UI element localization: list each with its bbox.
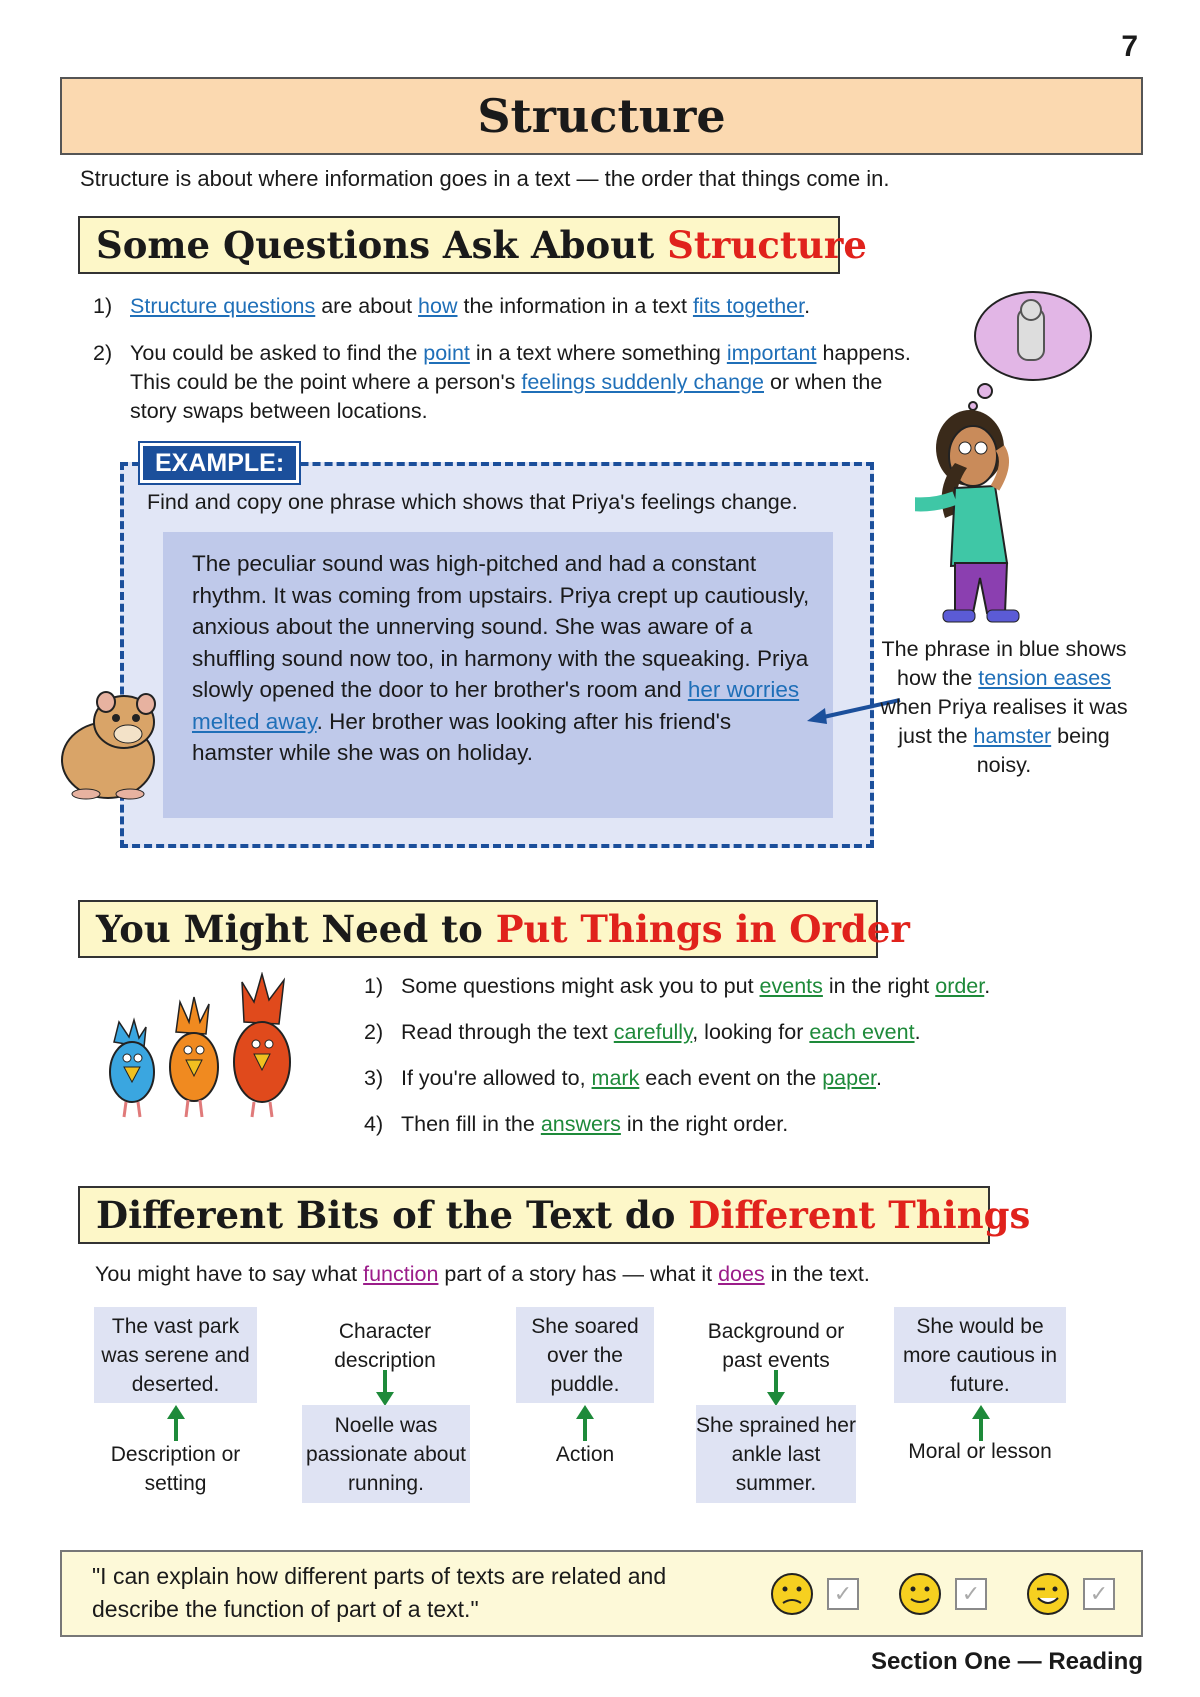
text-run: , looking for [692, 1020, 810, 1044]
heading-highlight: Structure [667, 223, 867, 267]
function-example-box: She sprained her ankle last summer. [696, 1405, 856, 1503]
list-item [364, 1110, 1084, 1139]
up-arrow [574, 1405, 596, 1441]
function-example-box: She soared over the puddle. [516, 1307, 654, 1403]
example-badge: EXAMPLE: [140, 443, 299, 483]
self-check-box-confident[interactable]: ✓ [1083, 1578, 1115, 1610]
section-heading-structure [78, 216, 867, 274]
example-question: Find and copy one phrase which shows that Priya's feelings change. [147, 490, 798, 514]
item-text [401, 972, 1084, 1001]
text-run: are about [315, 294, 419, 318]
keyword: events [759, 974, 823, 998]
passage-text: The peculiar sound was high-pitched and had a constant rhythm. It was coming from upstairs. Priya crept up cautiously, anxious about the unnerving sound. She was aware of a shuffling sound now too, in harmony with the squeaking. Priya slowly opened the door to her brother's room and [192, 551, 810, 702]
keyword: how [418, 294, 458, 318]
function-label: Background or past events [707, 1320, 845, 1372]
keyword: each event [809, 1020, 915, 1044]
keyword: paper [822, 1066, 877, 1090]
text-run: . [876, 1066, 883, 1090]
function-example-box: She would be more cautious in future. [894, 1307, 1066, 1403]
item-number: 3) [364, 1066, 384, 1090]
unsure-face-icon [770, 1572, 814, 1616]
section-heading-order [78, 900, 910, 958]
text-run: the information in a text [457, 294, 693, 318]
function-label: Action [555, 1443, 615, 1466]
item-number: 2) [364, 1020, 384, 1044]
up-arrow [165, 1405, 187, 1441]
keyword: function [363, 1262, 439, 1286]
section-intro [95, 1262, 870, 1287]
passage-text: . Her brother was looking after his friend's hamster while she was on holiday. [192, 708, 732, 765]
function-example-box: The vast park was serene and deserted. [94, 1307, 257, 1403]
heading-highlight: Different Things [688, 1193, 1031, 1237]
text-run: You could be asked to find the [130, 341, 424, 365]
item-number: 1) [364, 974, 384, 998]
wink-face-icon [1026, 1572, 1070, 1616]
item-text [401, 1064, 1084, 1093]
text-run: each event on the [639, 1066, 823, 1090]
text-run: . [804, 294, 811, 318]
keyword: tension eases [978, 666, 1111, 690]
side-note [874, 635, 1134, 780]
function-label: Character description [334, 1320, 436, 1372]
item-text [401, 1018, 1084, 1047]
section-heading-functions [78, 1186, 1031, 1244]
self-check-statement: "I can explain how different parts of texts are related and describe the function of part of a text." [92, 1563, 667, 1622]
list-item [93, 339, 913, 426]
keyword: fits together [692, 294, 805, 318]
item-number: 1) [93, 294, 113, 318]
function-label: Moral or lesson [908, 1440, 1052, 1463]
list-item [364, 972, 1084, 1001]
text-run: in a text where something [469, 341, 727, 365]
text-run: If you're allowed to, [401, 1066, 592, 1090]
item-number: 2) [93, 341, 113, 365]
item-text [401, 1110, 1084, 1139]
note-text: being noisy. [976, 724, 1110, 777]
down-arrow [765, 1370, 787, 1406]
text-run: You might have to say what [95, 1262, 364, 1286]
footer-section-label: Section One — Reading [870, 1648, 1143, 1675]
keyword: carefully [613, 1020, 693, 1044]
intro-text: Structure is about where information goes in a text — the order that things come in. [80, 166, 890, 191]
keyword: Structure questions [130, 294, 316, 318]
function-label: Description or setting [110, 1443, 241, 1495]
down-arrow [374, 1370, 396, 1406]
keyword: important [726, 341, 817, 365]
text-run: . [914, 1020, 921, 1044]
self-check-box-unsure[interactable]: ✓ [827, 1578, 859, 1610]
page-title-banner [60, 77, 1143, 155]
heading-text: Some Questions Ask About [96, 223, 655, 267]
heading-text: Different Bits of the Text do [96, 1193, 676, 1237]
keyword: does [718, 1262, 765, 1286]
smile-face-icon [898, 1572, 942, 1616]
text-run: Then fill in the [401, 1112, 541, 1136]
text-run: in the right order. [620, 1112, 789, 1136]
keyword: point [423, 341, 470, 365]
text-run: Read through the text [401, 1020, 614, 1044]
item-number: 4) [364, 1112, 384, 1136]
example-passage [192, 548, 812, 769]
text-run: or when the story swaps between locations. [130, 370, 883, 423]
list-item [93, 292, 893, 321]
item-text [130, 339, 913, 426]
keyword: order [935, 974, 985, 998]
self-check-box-ok[interactable]: ✓ [955, 1578, 987, 1610]
text-run: . [984, 974, 991, 998]
list-item [364, 1064, 1084, 1093]
keyword: mark [591, 1066, 640, 1090]
keyword: answers [540, 1112, 621, 1136]
text-run: in the text. [764, 1262, 870, 1286]
item-text [130, 292, 893, 321]
page-number: 7 [1121, 30, 1138, 63]
note-text: when Priya realises it was just the [880, 695, 1128, 748]
heading-text: You Might Need to [96, 907, 483, 951]
hamster-illustration [56, 688, 166, 800]
up-arrow [970, 1405, 992, 1441]
page-title: Structure [477, 89, 726, 143]
passage-highlight: her worries melted away [192, 677, 800, 734]
text-run: in the right [822, 974, 936, 998]
text-run: part of a story has — what it [438, 1262, 719, 1286]
keyword: hamster [973, 724, 1052, 748]
heading-highlight: Put Things in Order [495, 907, 910, 951]
keyword: feelings suddenly change [521, 370, 764, 394]
list-item [364, 1018, 1084, 1047]
note-text: The phrase in blue shows how the [881, 637, 1127, 690]
text-run: happens. This could be the point where a person's [130, 341, 911, 394]
function-example-box: Noelle was passionate about running. [302, 1405, 470, 1503]
thinking-girl-illustration [915, 288, 1115, 628]
birds-illustration [94, 972, 334, 1122]
text-run: Some questions might ask you to put [401, 974, 760, 998]
